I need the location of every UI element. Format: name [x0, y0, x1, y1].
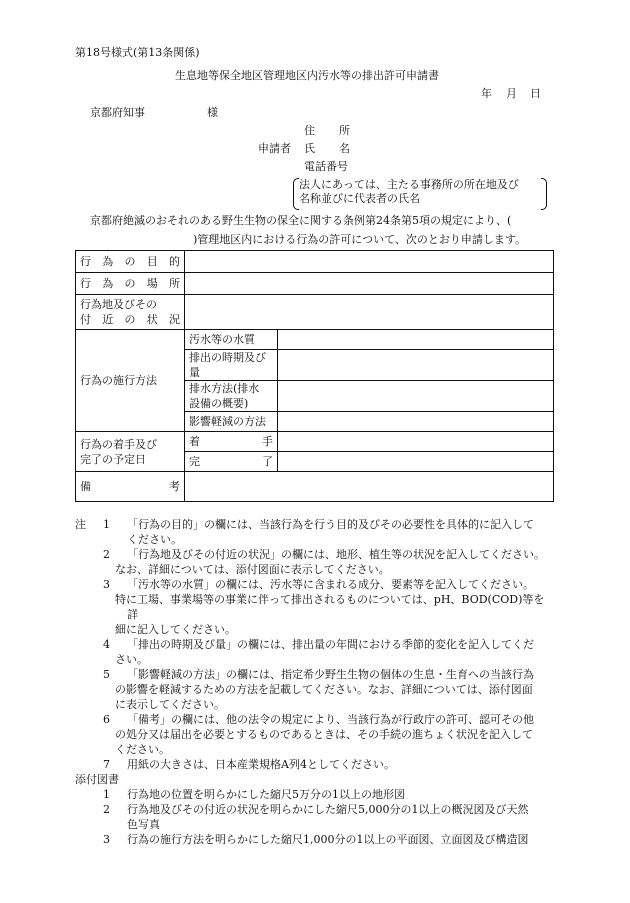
remarks-label-cell: 備 考	[76, 472, 185, 502]
mitigation-label-cell: 影響軽減の方法	[185, 412, 278, 432]
place-label-cell: 行 為 の 場 所	[76, 273, 185, 295]
note-item-5: 5 「影響軽減の方法」の欄には、指定希少野生生物の個体の生息・生育への当該行為 の影響を軽減するための方法を記載してください。なお、詳細については、添付図面 に表示してください。	[103, 668, 534, 711]
water-quality-input-cell[interactable]	[278, 330, 554, 350]
address-label-1: 住	[304, 124, 315, 137]
address-label-2: 所	[339, 124, 350, 137]
date-year-label: 年	[481, 87, 492, 100]
site-input-cell[interactable]	[185, 295, 554, 330]
notes-section	[75, 517, 555, 847]
note-item-3: 3 「汚水等の水質」の欄には、汚水等に含まれる成分、要素等を記入してください。 特に工場、事業場等の事業に伴って排出されるものについては、pH、BOD(COD)等を詳 細に記入してください。	[103, 578, 545, 636]
timing-input-cell[interactable]	[278, 350, 554, 381]
attachment-item-2: 2 行為地及びその付近の状況を明らかにした縮尺5,000分の1以上の概況図及び天然 色写真	[103, 803, 529, 831]
discharge-input-cell[interactable]	[278, 381, 554, 412]
attachments-heading: 添付図書	[75, 773, 119, 786]
mitigation-input-cell[interactable]	[278, 412, 554, 432]
honorific: 様	[207, 106, 218, 119]
form-number: 第18号様式(第13条関係)	[75, 46, 200, 59]
end-input-cell[interactable]	[278, 452, 554, 472]
note-item-7: 7 用紙の大きさは、日本産業規格A列4としてください。	[103, 758, 395, 771]
application-table	[75, 250, 554, 502]
addressee: 京都府知事	[90, 106, 145, 119]
method-label-cell: 行為の施行方法	[76, 330, 185, 432]
start-input-cell[interactable]	[278, 432, 554, 452]
note-item-1: 注 1 「行為の目的」の欄には、当該行為を行う目的及びその必要性を具体的に記入して ください。	[75, 518, 534, 546]
corporate-note-bracket	[299, 178, 541, 208]
attachment-item-1: 1 行為地の位置を明らかにした縮尺5万分の1以上の地形図	[103, 788, 405, 801]
purpose-label-cell: 行 為 の 目 的	[76, 251, 185, 273]
intro-line-2: )管理地区内における行為の許可について、次のとおり申請します。	[193, 233, 526, 246]
schedule-label-cell: 行為の着手及び 完了の予定日	[76, 432, 185, 472]
note-item-6: 6 「備考」の欄には、他の法令の規定により、当該行為が行政庁の許可、認可その他 の処分又は届出を必要とするものであるときは、その手続の進ちょく状況を記入して ください。	[103, 713, 534, 756]
phone-label: 電話番号	[304, 160, 348, 173]
name-label-2: 名	[339, 142, 350, 155]
note-item-2: 2 「行為地及びその付近の状況」の欄には、地形、植生等の状況を記入してください。 なお、詳細については、添付図面に表示してください。	[103, 548, 545, 576]
remarks-input-cell[interactable]	[185, 472, 554, 502]
attachment-item-3: 3 行為の施行方法を明らかにした縮尺1,000分の1以上の平面図、立面図及び構造図	[103, 833, 529, 846]
timing-label-cell: 排出の時期及び 量	[185, 350, 278, 381]
purpose-input-cell[interactable]	[185, 251, 554, 273]
corporate-note-line-2: 名称並びに代表者の氏名	[299, 192, 420, 205]
intro-line-1: 京都府絶滅のおそれのある野生生物の保全に関する条例第24条第5項の規定により、(	[90, 214, 512, 227]
date-month-label: 月	[506, 87, 517, 100]
end-label-cell: 完 了	[185, 452, 278, 472]
applicant-label: 申請者	[258, 142, 291, 155]
site-label-cell: 行為地及びその 付 近 の 状 況	[76, 295, 185, 330]
water-quality-label-cell: 汚水等の水質	[185, 330, 278, 350]
corporate-note-line-1: 法人にあっては、主たる事務所の所在地及び	[299, 178, 519, 191]
name-label-1: 氏	[304, 142, 315, 155]
discharge-label-cell: 排水方法(排水 設備の概要)	[185, 381, 278, 412]
form-title: 生息地等保全地区管理地区内汚水等の排出許可申請書	[175, 69, 439, 82]
start-label-cell: 着 手	[185, 432, 278, 452]
date-day-label: 日	[530, 87, 541, 100]
note-item-4: 4 「排出の時期及び量」の欄には、排出量の年間における季節的変化を記入してくだ さい。	[103, 638, 534, 666]
place-input-cell[interactable]	[185, 273, 554, 295]
